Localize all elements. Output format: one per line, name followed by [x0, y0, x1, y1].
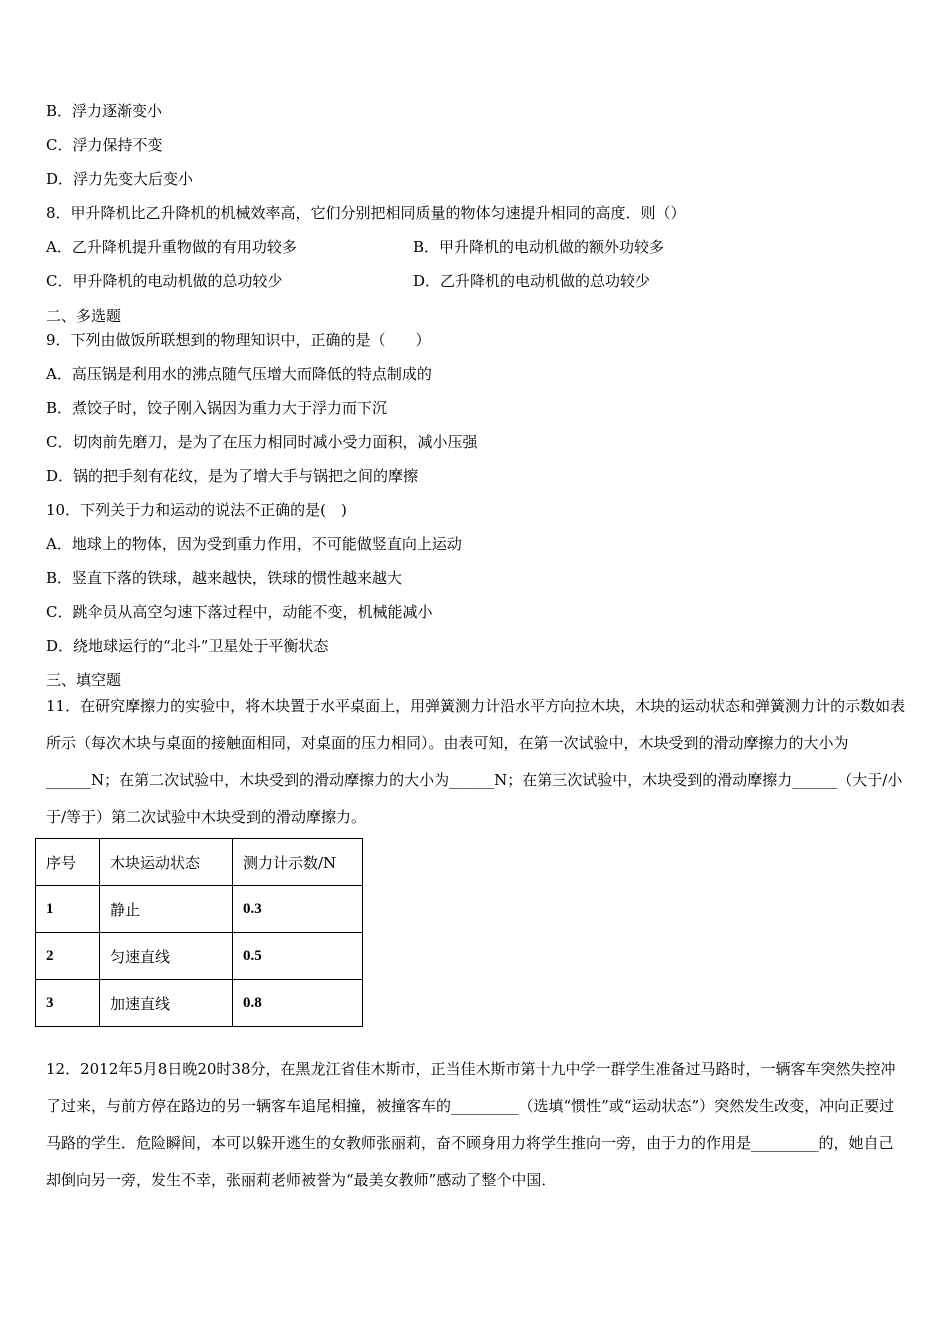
- q8-stem: 8．甲升降机比乙升降机的机械效率高，它们分别把相同质量的物体匀速提升相同的高度．则（）: [46, 204, 686, 222]
- q9-stem: 9．下列由做饭所联想到的物理知识中，正确的是（ ）: [46, 331, 431, 349]
- q7-option-b: B．浮力逐渐变小: [46, 102, 163, 120]
- table-cell: 加速直线: [100, 980, 233, 1027]
- q8-option-b: B．甲升降机的电动机做的额外功较多: [413, 238, 665, 256]
- table-cell: 静止: [100, 886, 233, 933]
- q7-option-c: C．浮力保持不变: [46, 136, 163, 154]
- q12-text: 12．2012年5月8日晚20时38分，在黑龙江省佳木斯市，正当佳木斯市第十九中学一群学生准备过马路时，一辆客车突然失控冲了过来，与前方停在路边的另一辆客车追尾相撞，被撞客车的_________（选填“惯性”或“运动状态”）突然发生改变，冲向正要过马路的学生．危险瞬间，本可以躲开逃生的女教师张丽莉，奋不顾身用力将学生推向一旁，由于力的作用是_________的，她自己却倒向另一旁，发生不幸，张丽莉老师被誉为“最美女教师”感动了整个中国．: [46, 1060, 896, 1189]
- table-cell: 0.3: [233, 886, 363, 933]
- table-row: [36, 933, 363, 980]
- table-header-cell: 序号: [36, 839, 100, 886]
- q10-stem: 10．下列关于力和运动的说法不正确的是( ): [46, 501, 347, 519]
- q11-text: 11．在研究摩擦力的实验中，将木块置于水平桌面上，用弹簧测力计沿水平方向拉木块，木块的运动状态和弹簧测力计的示数如表所示（每次木块与桌面的接触面相同，对桌面的压力相同）。由表可知，在第一次试验中，木块受到的滑动摩擦力的大小为______N；在第二次试验中，木块受到的滑动摩擦力的大小为______N；在第三次试验中，木块受到的滑动摩擦力______（大于/小于/等于）第二次试验中木块受到的滑动摩擦力。: [46, 697, 906, 826]
- q10-option-d: D．绕地球运行的“北斗”卫星处于平衡状态: [46, 637, 329, 655]
- q10-option-a: A．地球上的物体，因为受到重力作用，不可能做竖直向上运动: [46, 535, 462, 553]
- table-cell: 匀速直线: [100, 933, 233, 980]
- q9-option-a: A．高压锅是利用水的沸点随气压增大而降低的特点制成的: [46, 365, 432, 383]
- section-heading-multi-choice: 二、多选题: [46, 307, 122, 325]
- table-row: [36, 886, 363, 933]
- q7-option-d: D．浮力先变大后变小: [46, 170, 194, 188]
- q10-option-c: C．跳伞员从高空匀速下落过程中，动能不变，机械能减小: [46, 603, 433, 621]
- q11-table: [35, 838, 363, 1027]
- table-row: [36, 980, 363, 1027]
- table-header-cell: 测力计示数/N: [233, 839, 363, 886]
- table-cell: 1: [36, 886, 100, 933]
- q8-option-d: D．乙升降机的电动机做的总功较少: [413, 272, 651, 290]
- table-header-row: [36, 839, 363, 886]
- section-heading-fill-blank: 三、填空题: [46, 671, 122, 689]
- q9-option-d: D．锅的把手刻有花纹，是为了增大手与锅把之间的摩擦: [46, 467, 419, 485]
- table-cell: 2: [36, 933, 100, 980]
- q8-option-c: C．甲升降机的电动机做的总功较少: [46, 272, 283, 290]
- table-header-cell: 木块运动状态: [100, 839, 233, 886]
- q8-option-a: A．乙升降机提升重物做的有用功较多: [46, 238, 297, 256]
- table-cell: 0.8: [233, 980, 363, 1027]
- q10-option-b: B．竖直下落的铁球，越来越快，铁球的惯性越来越大: [46, 569, 403, 587]
- table-cell: 3: [36, 980, 100, 1027]
- q9-option-c: C．切肉前先磨刀，是为了在压力相同时减小受力面积，减小压强: [46, 433, 478, 451]
- q9-option-b: B．煮饺子时，饺子刚入锅因为重力大于浮力而下沉: [46, 399, 388, 417]
- table-cell: 0.5: [233, 933, 363, 980]
